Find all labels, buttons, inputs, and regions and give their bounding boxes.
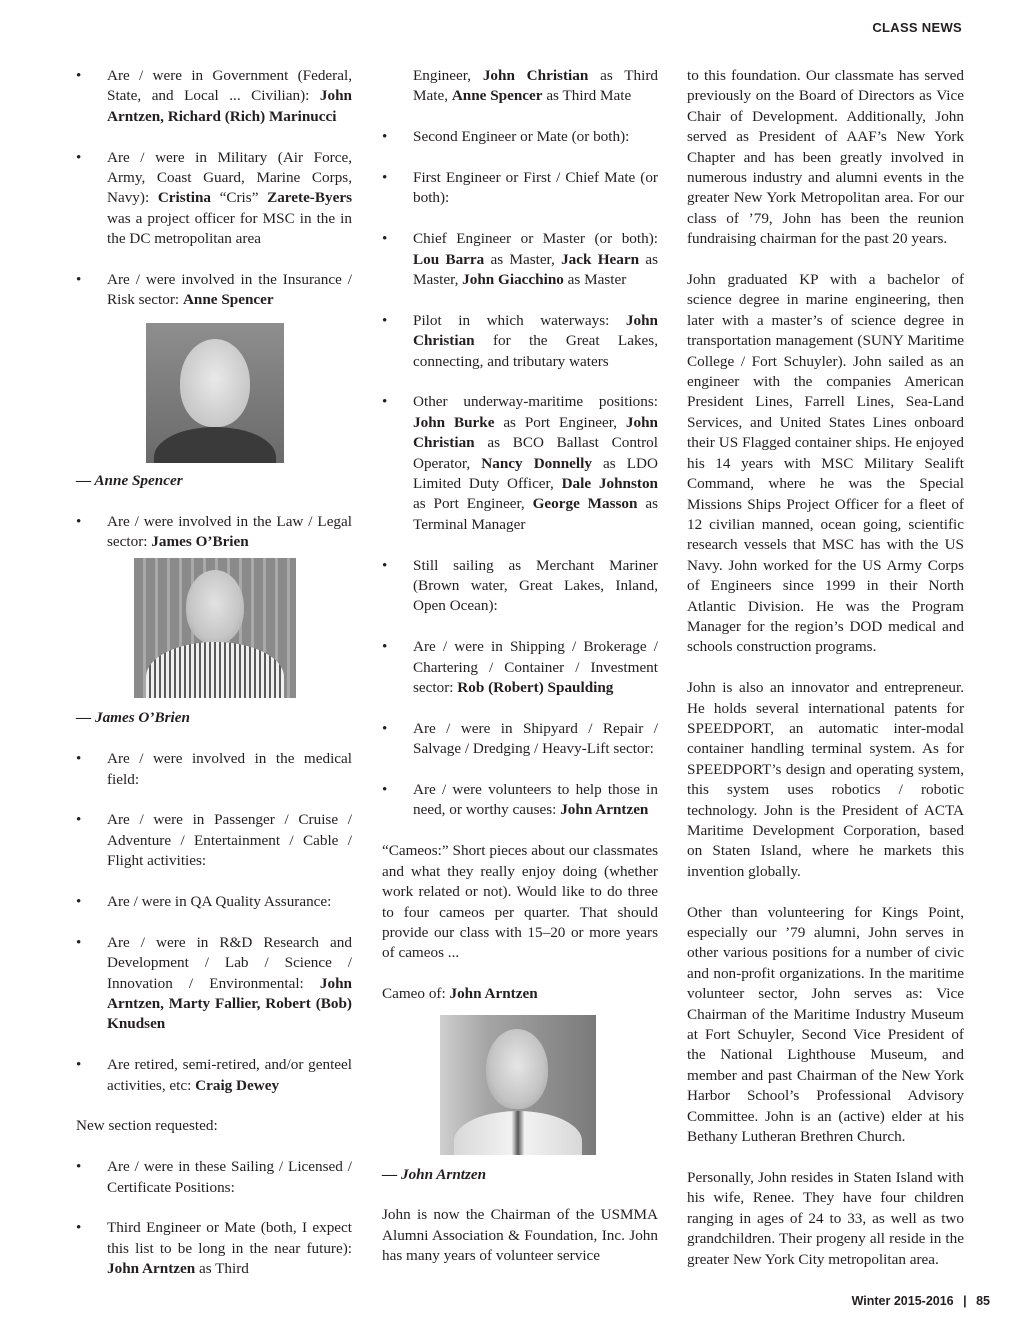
list-item: • Second Engineer or Mate (or both): <box>382 127 658 147</box>
bullet-list <box>76 66 352 311</box>
body-paragraph: Personally, John resides in Staten Island with his wife, Renee. They have four children ranging in ages of 24 to 33, as well as two grandchildren. Their progeny all reside in the greater New York City metropolitan area. <box>687 1168 964 1268</box>
photo-caption: — James O’Brien <box>76 709 190 727</box>
portrait-face <box>186 570 244 644</box>
body-paragraph: John is now the Chairman of the USMMA Alumni Association & Foundation, Inc. John has many years of volunteer service <box>382 1206 658 1265</box>
photo-caption: — Anne Spencer <box>76 471 183 489</box>
bullet-list <box>76 512 352 553</box>
list-item: • Are / were in Government (Federal, State, and Local ... Civilian): John Arntzen, Richard (Rich) Marinucci <box>76 66 352 127</box>
list-item: • Are / were involved in the Insurance / Risk sector: Anne Spencer <box>76 270 352 311</box>
portrait-shoulders <box>454 1111 582 1155</box>
list-item: • Third Engineer or Mate (both, I expect this list to be long in the near future): John Arntzen as Third <box>76 1218 352 1279</box>
photo-john-arntzen <box>440 1015 596 1155</box>
section-header: CLASS NEWS <box>872 20 962 35</box>
list-item: • Are / were in Shipyard / Repair / Salvage / Dredging / Heavy-Lift sector: <box>382 719 658 760</box>
portrait-face <box>486 1029 548 1109</box>
list-item: • Are / were volunteers to help those in need, or worthy causes: John Arntzen <box>382 780 658 821</box>
list-item: • Are / were involved in the Law / Legal sector: James O’Brien <box>76 512 352 553</box>
list-item: • Are / were in QA Quality Assurance: <box>76 892 352 912</box>
new-section-label: New section requested: <box>76 1117 218 1135</box>
bullet-list <box>76 1157 352 1279</box>
portrait-face <box>180 339 250 427</box>
list-item: • Chief Engineer or Master (or both): Lou Barra as Master, Jack Hearn as Master, John Giacchino as Master <box>382 229 658 290</box>
column-3 <box>687 66 964 1270</box>
list-item: • Pilot in which waterways: John Christian for the Great Lakes, connecting, and tributary waters <box>382 311 658 372</box>
cameos-paragraph: “Cameos:” Short pieces about our classmates and what they really enjoy doing (whether work related or not). Would like to do three to four cameos per quarter. That should provide our class with 15–20 or more years of cameos ... <box>382 842 658 962</box>
list-item: • Are / were in Shipping / Brokerage / Chartering / Container / Investment sector: Rob (Robert) Spaulding <box>382 637 658 698</box>
list-item: • Other underway-maritime positions: John Burke as Port Engineer, John Christian as BCO Ballast Control Operator, Nancy Donnelly as LDO Limited Duty Officer, Dale Johnston as Port Engineer, George Masson as Terminal Manager <box>382 392 658 535</box>
list-continuation: Engineer, John Christian as Third Mate, Anne Spencer as Third Mate <box>413 67 659 105</box>
list-item: • Still sailing as Merchant Mariner (Brown water, Great Lakes, Inland, Open Ocean): <box>382 556 658 617</box>
list-item: • Are retired, semi-retired, and/or genteel activities, etc: Craig Dewey <box>76 1055 352 1096</box>
portrait-shoulders <box>154 427 276 463</box>
cameo-of: Cameo of: John Arntzen <box>382 985 538 1003</box>
list-item: • Are / were in Military (Air Force, Army, Coast Guard, Marine Corps, Navy): Cristina “Cris” Zarete-Byers was a project officer for MSC in the in the DC metropolitan area <box>76 148 352 250</box>
list-item: • Are / were in Passenger / Cruise / Adventure / Entertainment / Cable / Flight activities: <box>76 810 352 871</box>
body-paragraph: John graduated KP with a bachelor of science degree in marine engineering, then later with a master’s of science degree in transportation management (SUNY Maritime College / Fort Schuyler). John sailed as an engineer with the companies American President Lines, Farrell Lines, Sea-Land Services, and United States Lines onboard their US Flagged container ships. He enjoyed his 14 years with MSC Military Sealift Command, where he was the Special Missions Ships Project Officer for a fleet of 12 civilian manned, ocean going, scientific research vessels that MSC has with the US Navy. John worked for the US Army Corps of Engineers since 1999 in their North Atlantic Division. He was the Program Manager for the region’s DOD medical and schools construction programs. <box>687 271 964 656</box>
photo-james-obrien <box>134 558 296 698</box>
bullet-list <box>76 749 352 1096</box>
body-paragraph: to this foundation. Our classmate has served previously on the Board of Directors as Vice Chair of Development. Additionally, John served as President of AAF’s New York Chapter and has been greatly involved in numerous industry and alumni events in the greater New York Metropolitan area. For our class of ’79, John has been the reunion fundraising chairman for the past 20 years. <box>687 67 964 248</box>
page-footer <box>852 1294 990 1308</box>
list-item: • Are / were involved in the medical field: <box>76 749 352 790</box>
bullet-list <box>382 127 658 821</box>
column-2 <box>382 66 658 1267</box>
list-item: • Are / were in R&D Research and Development / Lab / Science / Innovation / Environmental: John Arntzen, Marty Fallier, Robert (Bob) Knudsen <box>76 933 352 1035</box>
page-number: 85 <box>976 1294 990 1308</box>
column-1 <box>76 66 352 1280</box>
list-item: • First Engineer or First / Chief Mate (or both): <box>382 168 658 209</box>
issue-label: Winter 2015-2016 <box>851 1294 954 1308</box>
portrait-shoulders <box>146 642 284 698</box>
footer-separator: | <box>963 1294 967 1308</box>
list-item: • Are / were in these Sailing / Licensed / Certificate Positions: <box>76 1157 352 1198</box>
body-paragraph: Other than volunteering for Kings Point, especially our ’79 alumni, John serves in other various positions for a number of civic and non-profit organizations. In the maritime volunteer sector, John serves as: Vice Chairman of the Maritime Industry Museum at Fort Schuyler, Second Vice President of the National Lighthouse Museum, and member and past Chairman of the New York Harbor School’s Professional Advisory Committee. John is an (active) elder at his Bethany Lutheran Brethren Church. <box>687 903 964 1146</box>
photo-anne-spencer <box>146 323 284 463</box>
body-paragraph: John is also an innovator and entrepreneur. He holds several international patents for SPEEDPORT, an automatic inter-modal container handling terminal system. As for SPEEDPORT’s design and operating system, this system uses robotics / robotic technology. John is the President of ACTA Maritime Development Corporation, based on Staten Island, where he markets this invention globally. <box>687 679 964 880</box>
photo-caption: — John Arntzen <box>382 1165 487 1183</box>
